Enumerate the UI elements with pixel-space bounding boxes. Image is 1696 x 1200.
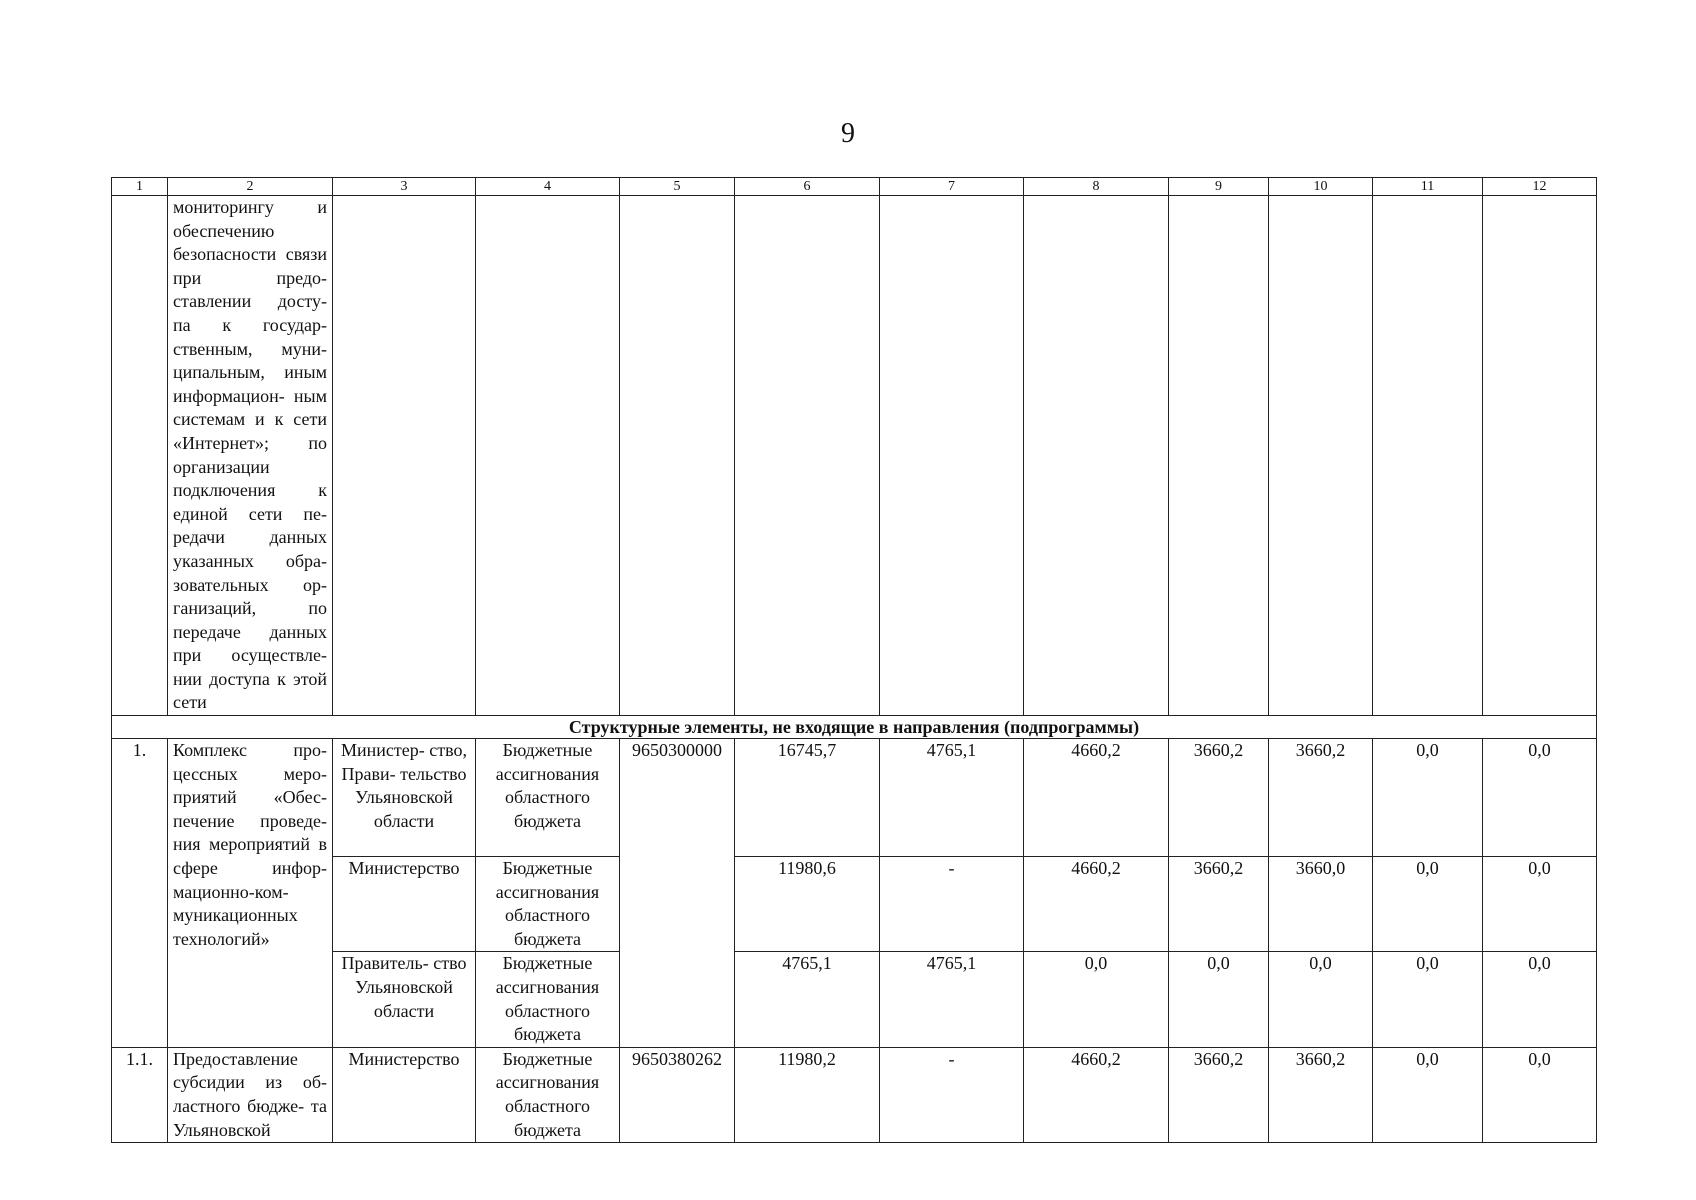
executor: Министерство (333, 857, 476, 952)
column-header: 9 (1169, 178, 1269, 196)
table-row (112, 1047, 1597, 1142)
value-col8: 4660,2 (1024, 857, 1169, 952)
funding-source: Бюджетные ассигнования областного бюджета (476, 857, 620, 952)
value-col9: 3660,2 (1169, 1047, 1269, 1142)
column-header: 11 (1373, 178, 1483, 196)
value-col12: 0,0 (1483, 1047, 1597, 1142)
value-col7: - (880, 857, 1024, 952)
column-header: 10 (1269, 178, 1373, 196)
column-header: 12 (1483, 178, 1597, 196)
value-col6: 11980,2 (735, 1047, 880, 1142)
section-row (112, 716, 1597, 739)
section-title: Структурные элементы, не входящие в направления (подпрограммы) (112, 716, 1597, 739)
value-col10: 3660,2 (1269, 1047, 1373, 1142)
value-col7: - (880, 1047, 1024, 1142)
column-header: 5 (620, 178, 735, 196)
executor: Министерство (333, 1047, 476, 1142)
value-col9: 3660,2 (1169, 857, 1269, 952)
funding-source: Бюджетные ассигнования областного бюджета (476, 1047, 620, 1142)
funding-source: Бюджетные ассигнования областного бюджета (476, 952, 620, 1047)
column-header: 1 (112, 178, 168, 196)
value-col10: 3660,0 (1269, 857, 1373, 952)
executor: Министер- ство, Прави- тельство Ульяновской области (333, 739, 476, 857)
value-col8: 4660,2 (1024, 739, 1169, 857)
value-col6: 4765,1 (735, 952, 880, 1047)
budget-code: 9650300000 (620, 739, 735, 1048)
value-col11: 0,0 (1373, 952, 1483, 1047)
row-number: 1. (112, 739, 168, 1048)
funding-source: Бюджетные ассигнования областного бюджета (476, 739, 620, 857)
value-col11: 0,0 (1373, 1047, 1483, 1142)
value-col11: 0,0 (1373, 857, 1483, 952)
table-row (112, 952, 1597, 1047)
column-header-row (112, 178, 1597, 196)
table-row (112, 857, 1597, 952)
value-col9: 0,0 (1169, 952, 1269, 1047)
column-header: 3 (333, 178, 476, 196)
value-col12: 0,0 (1483, 857, 1597, 952)
column-header: 8 (1024, 178, 1169, 196)
value-col12: 0,0 (1483, 739, 1597, 857)
value-col12: 0,0 (1483, 952, 1597, 1047)
continuation-row (112, 196, 1597, 716)
value-col8: 0,0 (1024, 952, 1169, 1047)
value-col6: 11980,6 (735, 857, 880, 952)
table-row (112, 739, 1597, 857)
continuation-text: мониторингу и обеспечению безопасности связи при предо- ставлении досту- па к государ- ственным, муни- ципальным, иным информацион- ным системам и к сети «Интернет»; по организации подключения к единой сети пе- редачи данных указанных обра- зовательных ор- ганизаций, по передаче данных при осуществле- нии доступа к этой сети (168, 196, 333, 716)
value-col6: 16745,7 (735, 739, 880, 857)
column-header: 6 (735, 178, 880, 196)
page-number: 9 (841, 118, 855, 149)
value-col7: 4765,1 (880, 739, 1024, 857)
row-name: Предоставление субсидии из об- ластного бюдже- та Ульяновской (168, 1047, 333, 1142)
value-col11: 0,0 (1373, 739, 1483, 857)
column-header: 7 (880, 178, 1024, 196)
column-header: 4 (476, 178, 620, 196)
row-number: 1.1. (112, 1047, 168, 1142)
value-col9: 3660,2 (1169, 739, 1269, 857)
executor: Правитель- ство Ульяновской области (333, 952, 476, 1047)
column-header: 2 (168, 178, 333, 196)
value-col10: 0,0 (1269, 952, 1373, 1047)
value-col10: 3660,2 (1269, 739, 1373, 857)
row-name: Комплекс про- цессных меро- приятий «Обес- печение проведе- ния мероприятий в сфере инфор- мационно-ком- муникационных технологий» (168, 739, 333, 1048)
budget-code: 9650380262 (620, 1047, 735, 1142)
budget-table (111, 177, 1597, 1143)
value-col8: 4660,2 (1024, 1047, 1169, 1142)
value-col7: 4765,1 (880, 952, 1024, 1047)
